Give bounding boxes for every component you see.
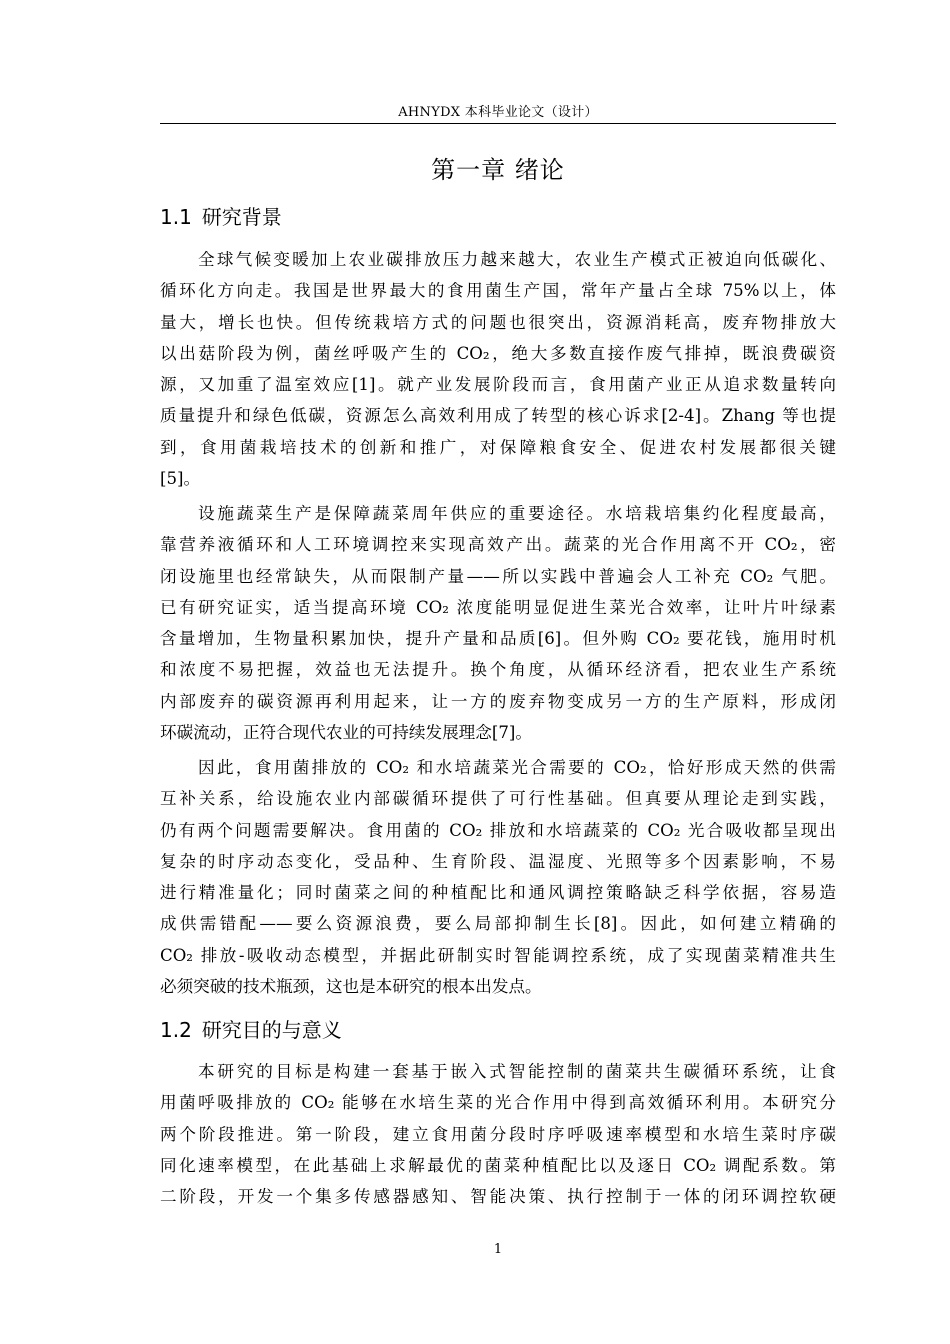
text-line: 靠营养液循环和人工环境调控来实现高效产出。蔬菜的光合作用离不开 CO₂，密 (160, 535, 836, 555)
text-line: 源，又加重了温室效应[1]。就产业发展阶段而言，食用菌产业正从追求数量转向 (160, 375, 836, 395)
text-line: 和浓度不易把握，效益也无法提升。换个角度，从循环经济看，把农业生产系统 (160, 660, 836, 680)
text-line: 闭设施里也经常缺失，从而限制产量——所以实践中普遍会人工补充 CO₂ 气肥。 (160, 566, 836, 586)
text-line: 量大，增长也快。但传统栽培方式的问题也很突出，资源消耗高，废弃物排放大 (160, 312, 836, 332)
running-header: AHNYDX 本科毕业论文（设计） (398, 105, 598, 120)
section-title: 研究背景 (201, 205, 282, 229)
text-line: 互补关系，给设施农业内部碳循环提供了可行性基础。但真要从理论走到实践， (160, 789, 836, 809)
text-line: 复杂的时序动态变化，受品种、生育阶段、温湿度、光照等多个因素影响，不易 (160, 851, 836, 871)
chapter-title: 第一章 绪论 (431, 156, 565, 184)
text-line: 两个阶段推进。第一阶段，建立食用菌分段时序呼吸速率模型和水培生菜时序碳 (160, 1124, 836, 1144)
section-number: 1.2 (160, 1018, 192, 1042)
text-line: CO₂ 排放-吸收动态模型，并据此研制实时智能调控系统，成了实现菌菜精准共生 (160, 945, 836, 965)
paragraph-4 (160, 1056, 836, 1212)
text-line: 循环化方向走。我国是世界最大的食用菌生产国，常年产量占全球 75%以上，体 (160, 281, 836, 301)
text-line: 用菌呼吸排放的 CO₂ 能够在水培生菜的光合作用中得到高效循环利用。本研究分 (160, 1093, 836, 1113)
text-line: [5]。 (160, 469, 201, 489)
text-line: 环碳流动，正符合现代农业的可持续发展理念[7]。 (160, 723, 532, 743)
text-line: 内部废弃的碳资源再利用起来，让一方的废弃物变成另一方的生产原料，形成闭 (160, 691, 836, 711)
text-line: 必须突破的技术瓶颈，这也是本研究的根本出发点。 (160, 977, 542, 997)
text-line: 全球气候变暖加上农业碳排放压力越来越大，农业生产模式正被迫向低碳化、 (198, 250, 836, 269)
section-heading-1-2 (160, 1016, 836, 1044)
text-line: 仍有两个问题需要解决。食用菌的 CO₂ 排放和水培蔬菜的 CO₂ 光合吸收都呈现出 (160, 820, 836, 840)
page-number: 1 (493, 1242, 503, 1257)
section-heading-1-1 (160, 203, 836, 231)
text-line: 二阶段，开发一个集多传感器感知、智能决策、执行控制于一体的闭环调控软硬 (160, 1187, 836, 1207)
paragraph-1 (160, 244, 836, 494)
paragraph-3 (160, 752, 836, 1002)
text-line: 因此，食用菌排放的 CO₂ 和水培蔬菜光合需要的 CO₂，恰好形成天然的供需 (198, 758, 836, 777)
text-line: 含量增加，生物量积累加快，提升产量和品质[6]。但外购 CO₂ 要花钱，施用时机 (160, 629, 836, 649)
text-line: 本研究的目标是构建一套基于嵌入式智能控制的菌菜共生碳循环系统，让食 (198, 1062, 836, 1081)
text-line: 同化速率模型，在此基础上求解最优的菌菜种植配比以及逐日 CO₂ 调配系数。第 (160, 1155, 836, 1175)
text-line: 进行精准量化；同时菌菜之间的种植配比和通风调控策略缺乏科学依据，容易造 (160, 883, 836, 903)
text-line: 已有研究证实，适当提高环境 CO₂ 浓度能明显促进生菜光合效率，让叶片叶绿素 (160, 597, 836, 617)
section-title: 研究目的与意义 (201, 1018, 342, 1042)
header-rule (160, 123, 836, 124)
text-line: 成供需错配——要么资源浪费，要么局部抑制生长[8]。因此，如何建立精确的 (160, 914, 836, 934)
text-line: 设施蔬菜生产是保障蔬菜周年供应的重要途径。水培栽培集约化程度最高， (198, 504, 836, 523)
section-number: 1.1 (160, 205, 192, 229)
text-line: 到，食用菌栽培技术的创新和推广，对保障粮食安全、促进农村发展都很关键 (160, 437, 836, 457)
text-line: 质量提升和绿色低碳，资源怎么高效利用成了转型的核心诉求[2-4]。Zhang 等也提 (160, 406, 836, 426)
text-line: 以出菇阶段为例，菌丝呼吸产生的 CO₂，绝大多数直接作废气排掉，既浪费碳资 (160, 343, 836, 363)
paragraph-2 (160, 498, 836, 748)
